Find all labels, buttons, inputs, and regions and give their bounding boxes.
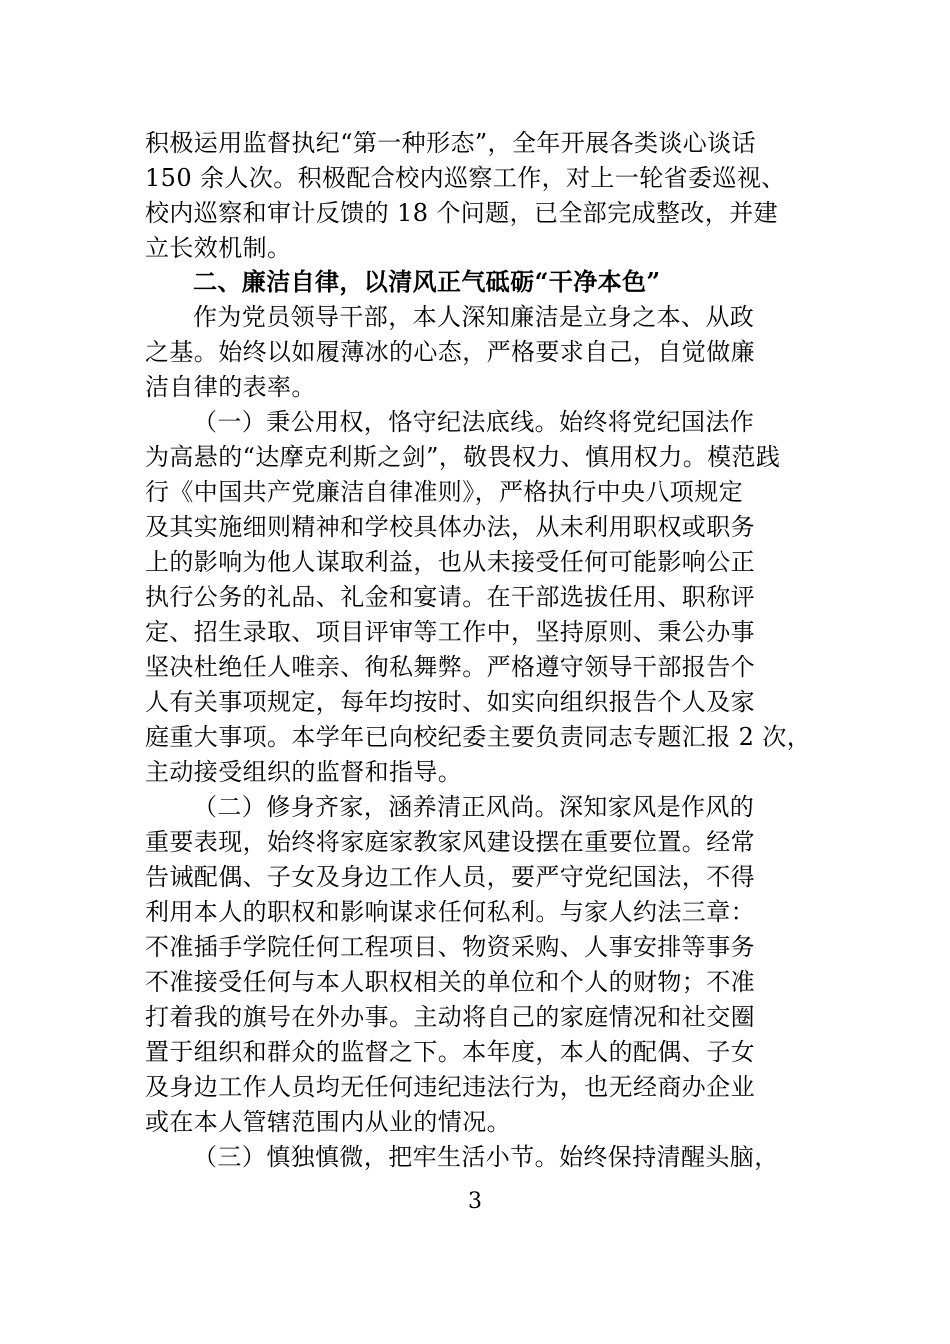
paragraph-line: 立长效机制。 xyxy=(145,234,292,262)
paragraph-line: 校内巡察和审计反馈的 18 个问题，已全部完成整改，并建 xyxy=(145,199,778,227)
paragraph-line: 不准插手学院任何工程项目、物资采购、人事安排等事务 xyxy=(145,933,755,961)
paragraph-line: 置于组织和群众的监督之下。本年度，本人的配偶、子女 xyxy=(145,1038,755,1066)
paragraph-line: 作为党员领导干部，本人深知廉洁是立身之本、从政 xyxy=(193,303,755,331)
subsection-line: （三）慎独慎微，把牢生活小节。始终保持清醒头脑， xyxy=(193,1143,779,1171)
paragraph-line: 重要表现，始终将家庭家教家风建设摆在重要位置。经常 xyxy=(145,828,755,856)
paragraph-line: 主动接受组织的监督和指导。 xyxy=(145,758,463,786)
paragraph-line: 及其实施细则精神和学校具体办法，从未利用职权或职务 xyxy=(145,513,755,541)
paragraph-line: 上的影响为他人谋取利益，也从未接受任何可能影响公正 xyxy=(145,548,755,576)
paragraph-line: 之基。始终以如履薄冰的心态，严格要求自己，自觉做廉 xyxy=(145,338,755,366)
paragraph-line: 行《中国共产党廉洁自律准则》，严格执行中央八项规定 xyxy=(145,478,743,506)
paragraph-line: 庭重大事项。本学年已向校纪委主要负责同志专题汇报 2 次， xyxy=(145,723,812,751)
paragraph-line: 利用本人的职权和影响谋求任何私利。与家人约法三章： xyxy=(145,898,755,926)
paragraph-line: 告诫配偶、子女及身边工作人员，要严守党纪国法，不得 xyxy=(145,863,755,891)
subsection-line: （二）修身齐家，涵养清正风尚。深知家风是作风的 xyxy=(193,793,755,821)
paragraph-line: 及身边工作人员均无任何违纪违法行为，也无经商办企业 xyxy=(145,1073,755,1101)
paragraph-line: 150 余人次。积极配合校内巡察工作，对上一轮省委巡视、 xyxy=(145,164,786,192)
paragraph-line: 积极运用监督执纪“第一种形态”，全年开展各类谈心谈话 xyxy=(145,129,756,157)
paragraph-line: 定、招生录取、项目评审等工作中，坚持原则、秉公办事 xyxy=(145,618,755,646)
paragraph-line: 人有关事项规定，每年均按时、如实向组织报告个人及家 xyxy=(145,688,755,716)
paragraph-line: 执行公务的礼品、礼金和宴请。在干部选拔任用、职称评 xyxy=(145,583,755,611)
section-heading: 二、廉洁自律，以清风正气砥砺“干净本色” xyxy=(193,267,661,296)
paragraph-line: 洁自律的表率。 xyxy=(145,373,316,401)
subsection-line: （一）秉公用权，恪守纪法底线。始终将党纪国法作 xyxy=(193,408,755,436)
paragraph-line: 为高悬的“达摩克利斯之剑”，敬畏权力、慎用权力。模范践 xyxy=(145,443,781,471)
paragraph-line: 坚决杜绝任人唯亲、徇私舞弊。严格遵守领导干部报告个 xyxy=(145,653,755,681)
paragraph-line: 打着我的旗号在外办事。主动将自己的家庭情况和社交圈 xyxy=(145,1003,755,1031)
page-number: 3 xyxy=(468,1189,482,1214)
paragraph-line: 或在本人管辖范围内从业的情况。 xyxy=(145,1108,511,1136)
paragraph-line: 不准接受任何与本人职权相关的单位和个人的财物；不准 xyxy=(145,968,755,996)
